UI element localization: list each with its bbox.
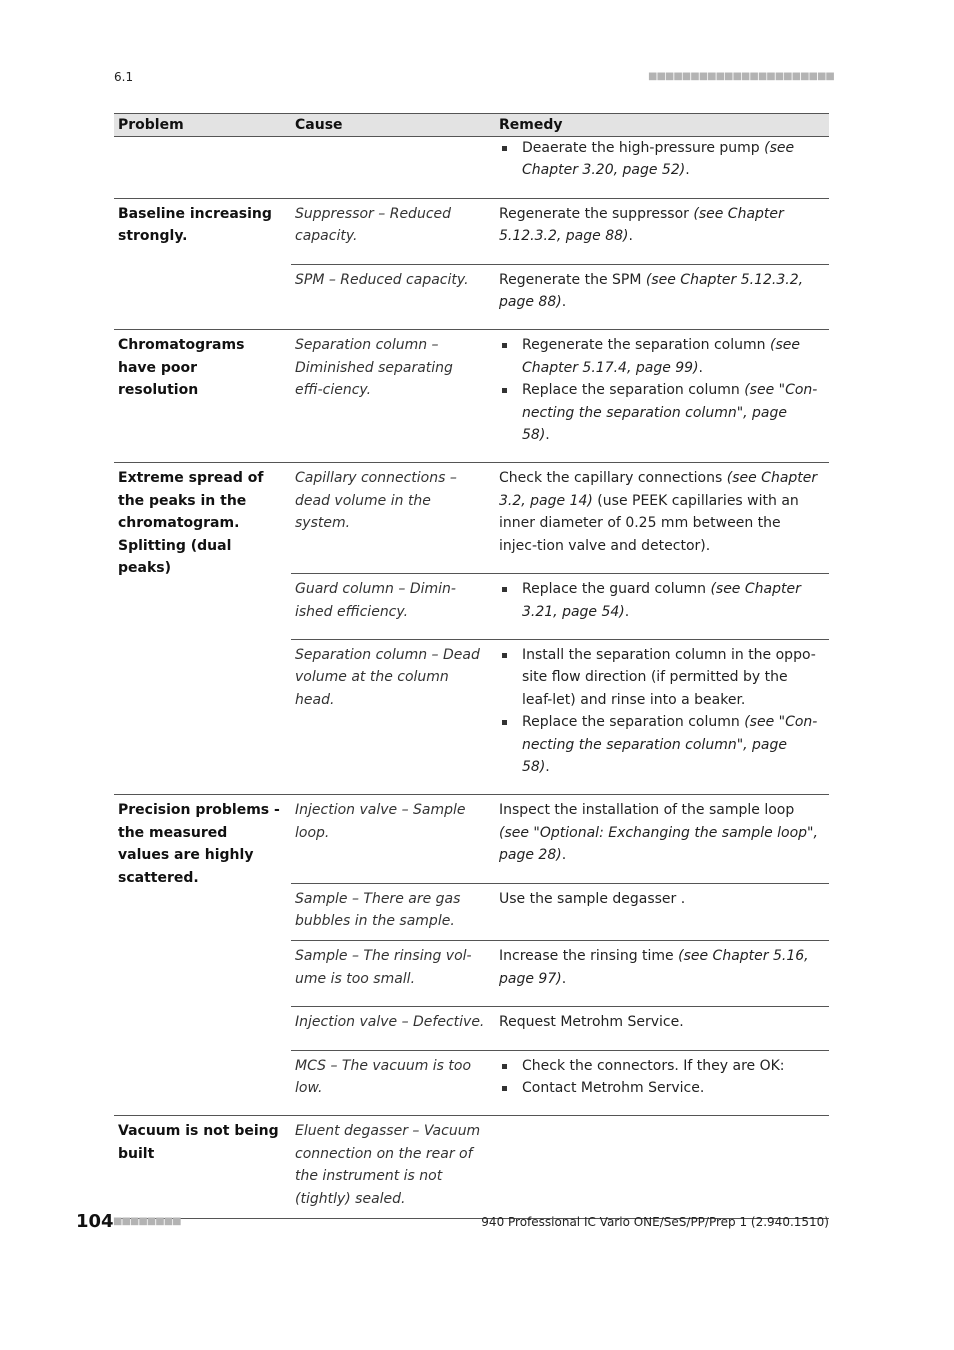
remedy-cell: [495, 137, 829, 199]
problem-cell: [114, 137, 291, 199]
cause-cell: [291, 137, 495, 199]
cause-cell: Injection valve – Defective.: [291, 1007, 495, 1050]
remedy-cell: [495, 639, 829, 794]
header-problem: Problem: [114, 114, 291, 137]
table-header-row: [114, 114, 829, 137]
remedy-bullet: Replace the separation column (see "Con-necting the separation column", page 58).: [499, 379, 819, 446]
remedy-bullet: Contact Metrohm Service.: [499, 1077, 819, 1099]
remedy-bullet: Replace the separation column (see "Con-necting the separation column", page 58).: [499, 711, 819, 778]
table-row: [114, 463, 829, 574]
cause-cell: Capillary connections – dead volume in the system.: [291, 463, 495, 574]
table-row: [114, 198, 829, 264]
table-row: [114, 137, 829, 199]
problem-cell: Chromatograms have poor resolution: [114, 330, 291, 463]
cause-cell: Sample – There are gas bubbles in the sample.: [291, 883, 495, 941]
section-number: 6.1: [114, 70, 134, 84]
remedy-cell: Check the capillary connections (see Chapter 3.2, page 14) (use PEEK capillaries with an inner diameter of 0.25 mm between the injec-tion valve and detector).: [495, 463, 829, 574]
remedy-cell: Request Metrohm Service.: [495, 1007, 829, 1050]
cause-cell: Separation column – Diminished separating effi-ciency.: [291, 330, 495, 463]
table-row: [114, 1116, 829, 1219]
header-remedy: Remedy: [495, 114, 829, 137]
problem-cell: Vacuum is not being built: [114, 1116, 291, 1219]
cause-cell: Suppressor – Reduced capacity.: [291, 198, 495, 264]
remedy-cell: Use the sample degasser .: [495, 883, 829, 941]
remedy-cell: Increase the rinsing time (see Chapter 5.16, page 97).: [495, 941, 829, 1007]
cause-cell: Eluent degasser – Vacuum connection on the rear of the instrument is not (tightly) sealed.: [291, 1116, 495, 1219]
remedy-bullet: Install the separation column in the oppo-site flow direction (if permitted by the leaf-let) and rinse into a beaker.: [499, 644, 819, 711]
remedy-cell: [495, 1050, 829, 1116]
document-title: 940 Professional IC Vario ONE/SeS/PP/Prep 1 (2.940.1510): [481, 1215, 829, 1229]
table-row: [114, 330, 829, 463]
problem-cell: Baseline increasing strongly.: [114, 198, 291, 330]
cause-cell: MCS – The vacuum is too low.: [291, 1050, 495, 1116]
remedy-bullet: Regenerate the separation column (see Chapter 5.17.4, page 99).: [499, 334, 819, 379]
problem-cell: Precision problems - the measured values are highly scattered.: [114, 795, 291, 1116]
remedy-bullet: Replace the guard column (see Chapter 3.21, page 54).: [499, 578, 819, 623]
remedy-cell: [495, 574, 829, 640]
remedy-cell: [495, 1116, 829, 1219]
remedy-bullet: Check the connectors. If they are OK:: [499, 1055, 819, 1077]
table-row: [114, 795, 829, 883]
remedy-cell: Regenerate the suppressor (see Chapter 5.12.3.2, page 88).: [495, 198, 829, 264]
cause-cell: Guard column – Dimin-ished efficiency.: [291, 574, 495, 640]
remedy-cell: Regenerate the SPM (see Chapter 5.12.3.2, page 88).: [495, 264, 829, 330]
remedy-cell: Inspect the installation of the sample loop (see "Optional: Exchanging the sample loop", page 28).: [495, 795, 829, 883]
header-cause: Cause: [291, 114, 495, 137]
troubleshooting-table: [114, 113, 829, 1219]
footer-dots: ■■■■■■■■: [113, 1216, 181, 1227]
remedy-cell: [495, 330, 829, 463]
remedy-bullet: Deaerate the high-pressure pump (see Chapter 3.20, page 52).: [499, 137, 819, 182]
problem-cell: Extreme spread of the peaks in the chromatogram. Splitting (dual peaks): [114, 463, 291, 795]
cause-cell: Sample – The rinsing vol-ume is too small.: [291, 941, 495, 1007]
cause-cell: Separation column – Dead volume at the column head.: [291, 639, 495, 794]
header-dots: ■■■■■■■■■■■■■■■■■■■■■■: [648, 71, 834, 82]
page-number: 104: [76, 1211, 114, 1232]
cause-cell: Injection valve – Sample loop.: [291, 795, 495, 883]
cause-cell: SPM – Reduced capacity.: [291, 264, 495, 330]
